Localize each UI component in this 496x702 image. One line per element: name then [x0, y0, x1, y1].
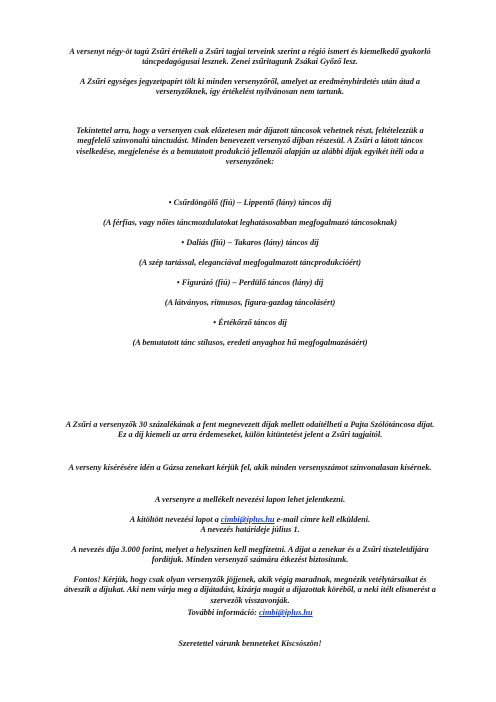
- email-text-after: e-mail címre kell elküldeni.: [274, 515, 371, 524]
- pajta-award-paragraph: A Zsűri a versenyzők 30 százalékának a fent megnevezett díjak mellett odaítélheti a Pajta Szólótáncosa díjat. Ez a díj kiemeli az arra érdemeseket, külön kitüntetést jelent a Zsűri tagjaitól.: [65, 420, 435, 440]
- award-4-description: (A bemutatott tánc stílusos, eredeti anyaghoz hű megfogalmazásáért): [132, 338, 368, 347]
- more-info-paragraph: [64, 608, 436, 618]
- award-1-title: • Csűrdöngölő (fiú) – Lippentő (lány) táncos díj: [168, 198, 332, 207]
- more-info-email-link[interactable]: cimbi@iplus.hu: [258, 608, 313, 617]
- email-text-before: A kitöltött nevezési lapot a: [129, 515, 221, 524]
- award-2-description: (A szép tartással, eleganciával megfogalmazott táncprodukcióért): [138, 258, 362, 267]
- important-paragraph: Fontos! Kérjük, hogy csak olyan versenyzők jöjjenek, akik végig maradnak, megnézik vetélytársaikat és átveszik a díjukat. Aki nem várja meg a díjátadást, kizárja magát a díjazottak köréből, a neki ítélt elismerést a szervezők visszavonják.: [64, 575, 436, 605]
- closing-text: Szeretettel várunk benneteket Kiscsószön!: [178, 639, 322, 648]
- fee-paragraph: A nevezés díja 3.000 forint, melyet a helyszínen kell megfizetni. A díjat a zenekar és a Zsűri tiszteletdíjára fordítjuk. Minden versenyző számára étkezést biztosítunk.: [71, 545, 429, 565]
- email-paragraph: [64, 515, 436, 525]
- intro-notes-paragraph: A Zsűri egységes jegyzetpapírt tölt ki minden versenyzőről, amelyet az eredményhirdetés után átad a versenyzőknek, így értékelést nyilvánosan nem tartunk.: [79, 77, 421, 97]
- award-3-description: (A látványos, ritmusos, figura-gazdag táncolásért): [164, 298, 336, 307]
- deadline-text: A nevezés határideje július 1.: [200, 525, 300, 534]
- more-info-text: További információ:: [187, 608, 259, 617]
- band-paragraph: A verseny kísérésére idén a Gázsa zenekart kérjük fel, akik minden versenyszámot színvonalasan kísérnek.: [68, 463, 432, 472]
- award-2-title: • Daliás (fiú) – Takaros (lány) táncos díj: [181, 238, 319, 247]
- intro-awards-paragraph: Tekintettel arra, hogy a versenyen csak előzetesen már díjazott táncosok vehetnek részt, feltételezzük a megfelelő színvonalú tánctudást. Minden benevezett versenyző díjban részesül. A Zsűri a látott táncos viselkedése, megjelenése és a bemutatott produkció jellemzői alapján az alábbi díjak egyikét ítéli oda a versenyzőnek:: [76, 126, 424, 166]
- intro-jury-paragraph: A versenyt négy-öt tagú Zsűri értékeli a Zsűri tagjai terveink szerint a régió ismert és kiemelkedő gyakorló táncpedagógusai lesznek. Zenei zsűritagunk Zsákai Győző lesz.: [69, 47, 431, 67]
- email-link[interactable]: cimbi@iplus.hu: [220, 515, 275, 524]
- award-4-title: • Értékőrző táncos díj: [213, 318, 287, 327]
- award-3-title: • Figurázó (fiú) – Perdülő táncos (lány) díj: [176, 278, 324, 287]
- registration-paragraph: A versenyre a mellékelt nevezési lapon lehet jelentkezni.: [154, 495, 346, 504]
- award-1-description: (A férfias, vagy nőies táncmozdulatokat leghatásosabban megfogalmazó táncosoknak): [102, 218, 398, 227]
